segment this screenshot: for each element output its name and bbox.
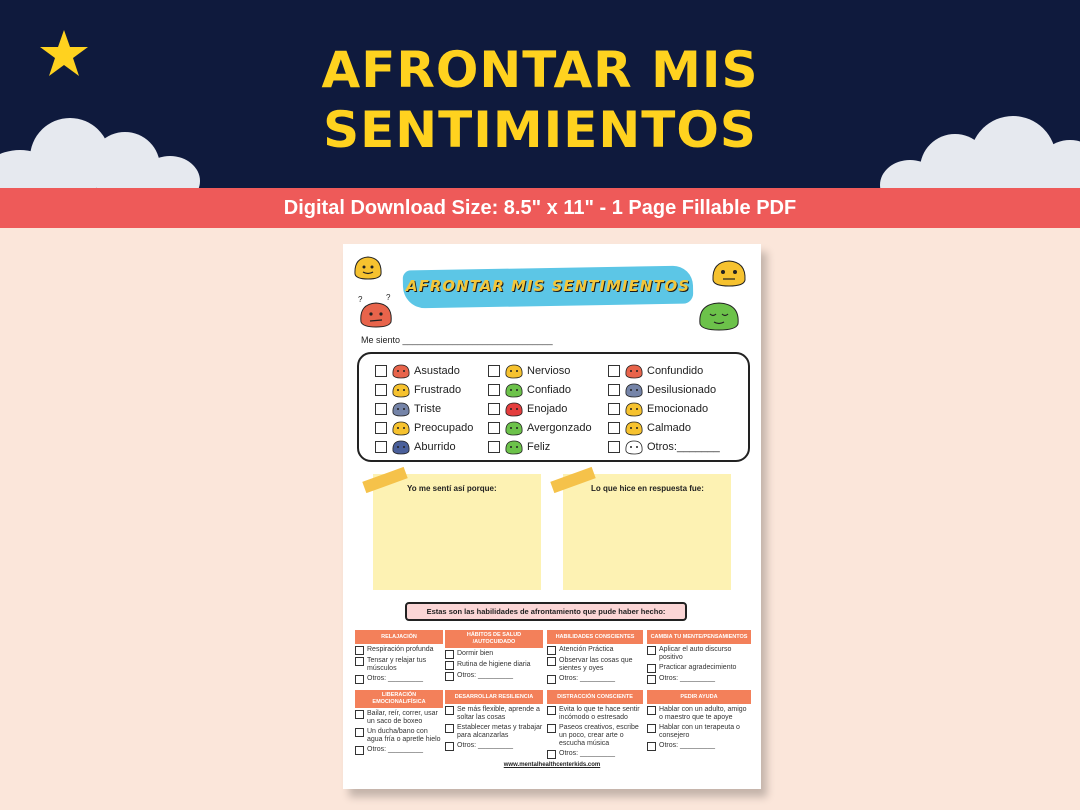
feeling-label: Preocupado bbox=[414, 421, 474, 434]
coping-checkbox[interactable] bbox=[355, 728, 364, 737]
worksheet-preview bbox=[343, 244, 761, 789]
feeling-option[interactable] bbox=[375, 362, 460, 379]
coping-category-title: PEDIR AYUDA bbox=[647, 690, 751, 704]
feeling-option[interactable] bbox=[608, 381, 716, 398]
feeling-face-icon bbox=[504, 420, 524, 436]
feeling-face-icon bbox=[504, 382, 524, 398]
feeling-label: Asustado bbox=[414, 364, 460, 377]
feeling-label: Confundido bbox=[647, 364, 704, 377]
feeling-checkbox[interactable] bbox=[375, 441, 387, 453]
info-banner bbox=[0, 188, 1080, 228]
feeling-label: Confiado bbox=[527, 383, 572, 396]
coping-checkbox[interactable] bbox=[547, 750, 556, 759]
note-right-label: Lo que hice en respuesta fue: bbox=[591, 484, 704, 493]
feeling-option[interactable] bbox=[608, 438, 720, 455]
feeling-face-icon bbox=[504, 439, 524, 455]
feeling-label: Feliz bbox=[527, 440, 551, 453]
coping-item-label: Hablar con un adulto, amigo o maestro que te apoye bbox=[659, 706, 747, 721]
feeling-face-icon bbox=[624, 439, 644, 455]
svg-text:?: ? bbox=[358, 295, 363, 304]
coping-checkbox[interactable] bbox=[445, 650, 454, 659]
coping-item-label: Otros: _________ bbox=[457, 742, 514, 749]
coping-checkbox[interactable] bbox=[445, 706, 454, 715]
coping-item-label: Atención Práctica bbox=[559, 646, 614, 653]
feeling-option[interactable] bbox=[375, 438, 456, 455]
feeling-checkbox[interactable] bbox=[488, 365, 500, 377]
coping-checkbox[interactable] bbox=[355, 646, 364, 655]
feeling-checkbox[interactable] bbox=[608, 403, 620, 415]
feeling-option[interactable] bbox=[488, 419, 592, 436]
coping-checkbox[interactable] bbox=[445, 742, 454, 751]
feeling-label: Calmado bbox=[647, 421, 692, 434]
feeling-face-icon bbox=[624, 363, 644, 379]
coping-item[interactable] bbox=[547, 675, 643, 684]
coping-checkbox[interactable] bbox=[647, 742, 656, 751]
feeling-label: Otros:_______ bbox=[647, 440, 720, 453]
coping-item[interactable] bbox=[647, 706, 751, 722]
feeling-label: Nervioso bbox=[527, 364, 571, 377]
title-line-1: AFRONTAR MIS bbox=[321, 41, 759, 99]
green-mascot-icon bbox=[696, 298, 742, 332]
coping-checkbox[interactable] bbox=[547, 706, 556, 715]
coping-category-title: CAMBIA TU MENTE/PENSAMIENTOS bbox=[647, 630, 751, 644]
feeling-label: Enojado bbox=[527, 402, 568, 415]
cloud-left bbox=[0, 110, 240, 190]
coping-item-label: Aplicar el auto discurso positivo bbox=[659, 646, 732, 661]
coping-item-label: Practicar agradecimiento bbox=[659, 664, 737, 671]
feeling-face-icon bbox=[624, 420, 644, 436]
coping-item[interactable] bbox=[547, 657, 643, 673]
feeling-option[interactable] bbox=[488, 362, 570, 379]
coping-item-label: Se más flexible, aprende a soltar las cosas bbox=[457, 706, 540, 721]
feeling-option[interactable] bbox=[488, 381, 571, 398]
banner-text: Digital Download Size: 8.5" x 11" - 1 Page Fillable PDF bbox=[283, 197, 797, 219]
feeling-option[interactable] bbox=[488, 438, 550, 455]
coping-checkbox[interactable] bbox=[355, 675, 364, 684]
note-left-label: Yo me sentí así porque: bbox=[407, 484, 497, 493]
coping-item[interactable] bbox=[647, 675, 751, 684]
coping-item[interactable] bbox=[445, 650, 543, 659]
coping-item-label: Observar las cosas que sientes y oyes bbox=[559, 657, 633, 672]
feeling-checkbox[interactable] bbox=[375, 384, 387, 396]
coping-category bbox=[355, 630, 443, 684]
feeling-checkbox[interactable] bbox=[488, 441, 500, 453]
feeling-label: Desilusionado bbox=[647, 383, 717, 396]
coping-item[interactable] bbox=[355, 746, 443, 755]
coping-category-title: LIBERACIÓN EMOCIONAL/FÍSICA bbox=[355, 690, 443, 708]
coping-item[interactable] bbox=[547, 706, 643, 722]
coping-category bbox=[445, 690, 543, 751]
feeling-face-icon bbox=[504, 363, 524, 379]
coping-item-label: Evita lo que te hace sentir incómodo o estresado bbox=[559, 706, 640, 721]
feeling-checkbox[interactable] bbox=[488, 422, 500, 434]
feeling-option[interactable] bbox=[608, 419, 691, 436]
coping-category bbox=[647, 690, 751, 751]
coping-checkbox[interactable] bbox=[445, 672, 454, 681]
coping-checkbox[interactable] bbox=[647, 646, 656, 655]
coping-checkbox[interactable] bbox=[355, 746, 364, 755]
coping-item-label: Establecer metas y trabajar para alcanzarlas bbox=[457, 724, 543, 739]
coping-item-label: Paseos creativos, escribe un poco, crear arte o escucha música bbox=[559, 724, 639, 747]
coping-item-label: Rutina de higiene diaria bbox=[457, 661, 531, 668]
coping-item[interactable] bbox=[355, 710, 443, 726]
coping-item-label: Hablar con un terapeuta o consejero bbox=[659, 724, 740, 739]
coping-item[interactable] bbox=[647, 724, 751, 740]
skills-title: Estas son las habilidades de afrontamiento que pude haber hecho: bbox=[405, 602, 687, 621]
feeling-face-icon bbox=[391, 420, 411, 436]
coping-checkbox[interactable] bbox=[547, 675, 556, 684]
coping-item-label: Un ducha/bano con agua fría o apretle hielo bbox=[367, 728, 441, 743]
red-mascot-icon bbox=[356, 294, 396, 328]
yellow-mascot-right-icon bbox=[710, 258, 748, 288]
feeling-face-icon bbox=[624, 401, 644, 417]
coping-item-label: Dormir bien bbox=[457, 650, 494, 657]
coping-checkbox[interactable] bbox=[647, 724, 656, 733]
coping-category bbox=[445, 630, 543, 681]
coping-item[interactable] bbox=[445, 706, 543, 722]
coping-item-label: Otros: _________ bbox=[367, 746, 424, 753]
feeling-checkbox[interactable] bbox=[608, 422, 620, 434]
coping-category-title: RELAJACIÓN bbox=[355, 630, 443, 644]
coping-category-title: DESARROLLAR RESILIENCIA bbox=[445, 690, 543, 704]
feeling-label: Avergonzado bbox=[527, 421, 592, 434]
coping-checkbox[interactable] bbox=[547, 724, 556, 733]
coping-item[interactable] bbox=[547, 750, 643, 759]
feeling-face-icon bbox=[391, 439, 411, 455]
feeling-label: Frustrado bbox=[414, 383, 462, 396]
feeling-face-icon bbox=[624, 382, 644, 398]
feeling-checkbox[interactable] bbox=[375, 365, 387, 377]
coping-item[interactable] bbox=[547, 646, 643, 655]
svg-text:?: ? bbox=[386, 294, 391, 302]
coping-checkbox[interactable] bbox=[445, 724, 454, 733]
coping-category bbox=[647, 630, 751, 684]
coping-item-label: Bailar, reír, correr, usar un saco de boxeo bbox=[367, 710, 438, 725]
coping-item-label: Otros: _________ bbox=[367, 675, 424, 682]
feeling-option[interactable] bbox=[375, 381, 461, 398]
coping-checkbox[interactable] bbox=[355, 657, 364, 666]
coping-checkbox[interactable] bbox=[547, 657, 556, 666]
coping-item[interactable] bbox=[445, 724, 543, 740]
feeling-option[interactable] bbox=[608, 400, 708, 417]
coping-checkbox[interactable] bbox=[547, 646, 556, 655]
coping-category bbox=[355, 690, 443, 755]
feeling-label: Triste bbox=[414, 402, 442, 415]
feeling-checkbox[interactable] bbox=[375, 422, 387, 434]
feeling-checkbox[interactable] bbox=[608, 365, 620, 377]
feeling-option[interactable] bbox=[375, 400, 441, 417]
worksheet-title: AFRONTAR MIS SENTIMIENTOS bbox=[405, 277, 691, 295]
coping-item[interactable] bbox=[647, 742, 751, 751]
feeling-checkbox[interactable] bbox=[488, 384, 500, 396]
coping-item[interactable] bbox=[445, 672, 543, 681]
feeling-checkbox[interactable] bbox=[608, 384, 620, 396]
feeling-face-icon bbox=[391, 382, 411, 398]
feeling-checkbox[interactable] bbox=[375, 403, 387, 415]
feeling-option[interactable] bbox=[488, 400, 567, 417]
coping-item[interactable] bbox=[647, 646, 751, 662]
feeling-option[interactable] bbox=[375, 419, 473, 436]
feeling-label: Emocionado bbox=[647, 402, 709, 415]
coping-checkbox[interactable] bbox=[647, 664, 656, 673]
feeling-face-icon bbox=[391, 401, 411, 417]
coping-item-label: Respiración profunda bbox=[367, 646, 434, 653]
coping-checkbox[interactable] bbox=[647, 706, 656, 715]
coping-category-title: DISTRACCIÓN CONSCIENTE bbox=[547, 690, 643, 704]
coping-item[interactable] bbox=[355, 657, 443, 673]
coping-item[interactable] bbox=[355, 675, 443, 684]
website-link[interactable]: www.mentalhealthcenterkids.com bbox=[503, 762, 601, 768]
coping-checkbox[interactable] bbox=[445, 661, 454, 670]
coping-item-label: Otros: _________ bbox=[659, 675, 716, 682]
coping-item-label: Otros: _________ bbox=[659, 742, 716, 749]
feeling-face-icon bbox=[504, 401, 524, 417]
feeling-face-icon bbox=[391, 363, 411, 379]
me-siento-line[interactable]: Me siento ______________________________ bbox=[361, 335, 553, 345]
feeling-checkbox[interactable] bbox=[608, 441, 620, 453]
coping-checkbox[interactable] bbox=[647, 675, 656, 684]
coping-item-label: Tensar y relajar tus músculos bbox=[367, 657, 427, 672]
coping-item[interactable] bbox=[445, 742, 543, 751]
coping-item-label: Otros: _________ bbox=[559, 750, 616, 757]
coping-item[interactable] bbox=[355, 646, 443, 655]
coping-item[interactable] bbox=[647, 664, 751, 673]
coping-item[interactable] bbox=[355, 728, 443, 744]
cloud-right bbox=[860, 110, 1080, 190]
coping-category bbox=[547, 630, 643, 684]
yellow-mascot-icon bbox=[352, 254, 384, 282]
title-line-2: SENTIMIENTOS bbox=[323, 101, 757, 159]
hero-header bbox=[0, 0, 1080, 190]
coping-category bbox=[547, 690, 643, 759]
feeling-option[interactable] bbox=[608, 362, 703, 379]
feeling-checkbox[interactable] bbox=[488, 403, 500, 415]
coping-category-title: HABILIDADES CONSCIENTES bbox=[547, 630, 643, 644]
coping-checkbox[interactable] bbox=[355, 710, 364, 719]
coping-category-title: HÁBITOS DE SALUD /AUTOCUIDADO bbox=[445, 630, 543, 648]
coping-item-label: Otros: _________ bbox=[559, 675, 616, 682]
coping-item[interactable] bbox=[547, 724, 643, 748]
coping-item-label: Otros: _________ bbox=[457, 672, 514, 679]
coping-item[interactable] bbox=[445, 661, 543, 670]
feeling-label: Aburrido bbox=[414, 440, 456, 453]
